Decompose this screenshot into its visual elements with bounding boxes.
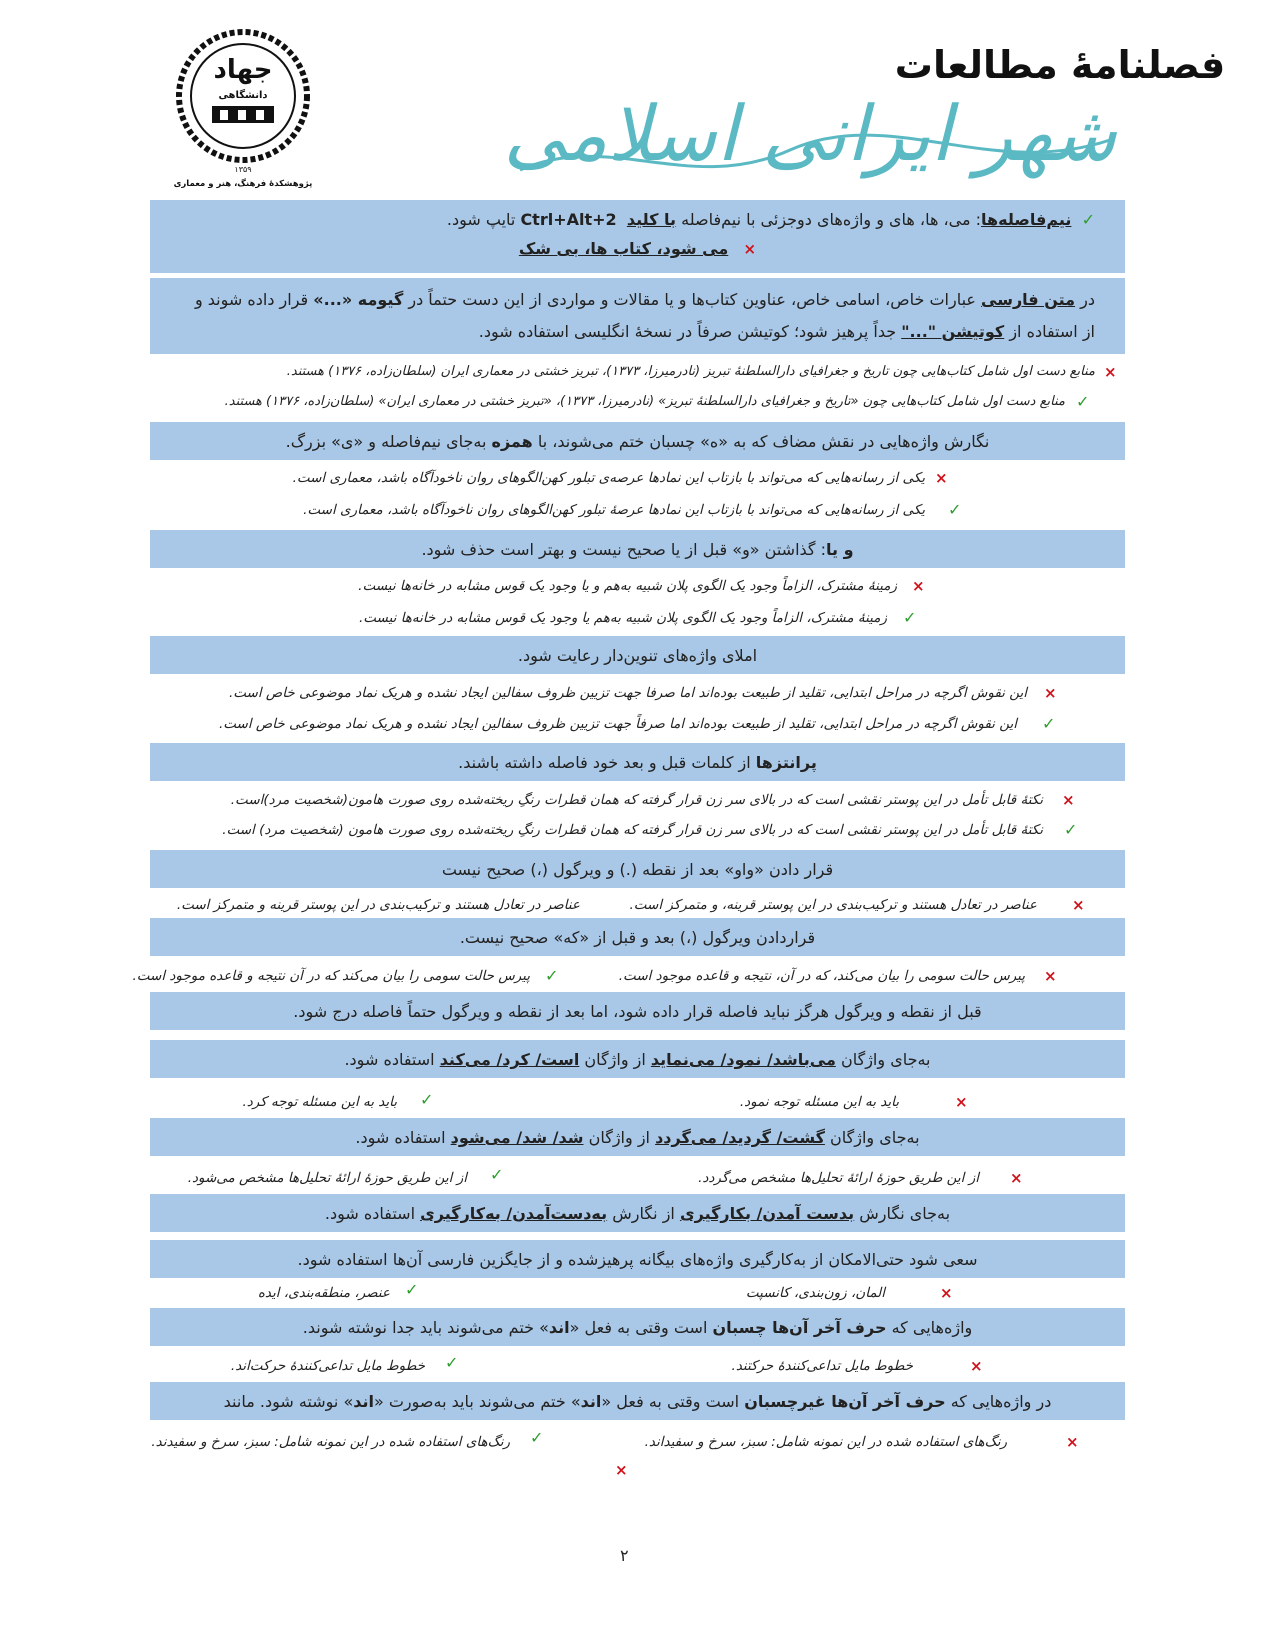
- rule-text: در: [1075, 290, 1095, 309]
- right-example: زمینهٔ مشترک، الزاماً وجود یک الگوی پلان شبیه به‌هم یا وجود یک قوس مشابه در خانه‌ها نیست.: [358, 610, 887, 626]
- right-example: پیرس حالت سومی را بیان می‌کند که در آن نتیجه و قاعده موجود است.: [132, 968, 530, 984]
- page-number: ۲: [620, 1546, 629, 1565]
- cross-icon: ×: [1044, 684, 1057, 702]
- rule-text: از نگارش: [607, 1204, 680, 1223]
- rule-text: جداً پرهیز شود؛ کوتیشن صرفاً در نسخهٔ انگلیسی استفاده شود.: [478, 322, 902, 341]
- rule-text: در واژه‌هایی که: [945, 1392, 1052, 1411]
- rule-text: از واژگان: [583, 1128, 656, 1147]
- rule-text: » ختم می‌شوند باید به‌صورت «: [373, 1392, 581, 1411]
- rule-term: اند: [353, 1392, 374, 1411]
- check-icon: ✓: [1076, 392, 1090, 411]
- right-example: یکی از رسانه‌هایی که می‌تواند با بازتاب این نمادها عرصهٔ تبلور کهن‌الگوهای روان ناخودآگاه باشد، معماری است.: [303, 502, 925, 518]
- rule-text: استفاده شود.: [355, 1128, 451, 1147]
- rule-term: گیومه «...»: [313, 290, 404, 309]
- masthead-line1: فصلنامهٔ مطالعات: [894, 43, 1226, 87]
- wrong-example: زمینهٔ مشترک، الزاماً وجود یک الگوی پلان شبیه به‌هم و یا وجود یک قوس مشابه در خانه‌ها نیست.: [358, 578, 897, 594]
- rule-text: به‌جای واژگان: [835, 1050, 931, 1069]
- rule-text: قرار داده شوند و از استفاده از: [194, 290, 1095, 341]
- rule-text: استفاده شود.: [344, 1050, 440, 1069]
- cross-icon: ×: [1066, 1433, 1079, 1451]
- rule-text: نگارش واژه‌هایی در نقش مضاف که به «ه» چسبان ختم می‌شوند، با: [532, 432, 990, 451]
- rule-text: املای واژه‌های تنوین‌دار رعایت شود.: [517, 646, 758, 665]
- wrong-example: منابع دست اول شامل کتاب‌هایی چون تاریخ و جغرافیای دارالسلطنهٔ تبریز (نادرمیرزا، ۱۳۷۳)، تبریز خشتی در معماری ایران (سلطان‌زاده، ۱۳۷۶) هستند.: [286, 364, 1095, 379]
- rule-key-label: با کلید: [626, 210, 677, 229]
- check-icon: ✓: [530, 1428, 544, 1447]
- check-icon: ✓: [948, 500, 962, 519]
- rule-text: به‌جای نگارش: [854, 1204, 951, 1223]
- rule-text: » ختم می‌شوند باید جدا نوشته شوند.: [302, 1318, 549, 1337]
- cross-icon: ×: [615, 1461, 628, 1479]
- rule-term: اند: [580, 1392, 602, 1411]
- rule-term: حرف آخر آن‌ها چسبان: [712, 1318, 887, 1337]
- rule-text: : می، ها، های و واژه‌های دوجزئی با نیم‌فاصله: [676, 210, 982, 229]
- rule-comma-ke: [150, 918, 1125, 956]
- rule-term: و یا: [826, 540, 854, 559]
- rule-text: قبل از نقطه و ویرگول هرگز نباید فاصله قرار داده شود، اما بعد از نقطه و ویرگول حتماً فاصله درج شود.: [293, 1002, 982, 1021]
- masthead-line2: شهر ایرانی اسلامی: [503, 89, 1117, 178]
- rule-guillemets: [150, 278, 1125, 354]
- rule-term: گشت/ گردید/ می‌گردد: [655, 1128, 825, 1147]
- check-icon: ✓: [903, 608, 917, 627]
- rule-key: Ctrl+Alt+2: [520, 210, 617, 229]
- wrong-example: از این طریق حوزهٔ ارائهٔ تحلیل‌ها مشخص می‌گردد.: [698, 1170, 979, 1186]
- check-icon: ✓: [490, 1165, 504, 1184]
- wrong-example: می شود، کتاب ها، بی شک: [518, 239, 729, 258]
- jihad-daneshgahi-logo: [172, 28, 314, 190]
- cross-icon: ×: [970, 1357, 983, 1375]
- check-icon: ✓: [405, 1280, 419, 1299]
- rule-text: به‌جای واژگان: [824, 1128, 920, 1147]
- rule-tanvin: [150, 636, 1125, 674]
- rule-text: قرار دادن «واو» بعد از نقطه (.) و ویرگول (،) صحیح نیست: [441, 860, 834, 879]
- wrong-example: عناصر در تعادل هستند و ترکیب‌بندی در این پوستر قرینه، و متمرکز است.: [629, 897, 1037, 913]
- logo-year: ۱۳۵۹: [234, 165, 252, 174]
- rule-term: شد/ شد/ می‌شود: [450, 1128, 584, 1147]
- rule-text: » نوشته شود. مانند: [223, 1392, 354, 1411]
- rule-term: پرانتزها: [755, 753, 817, 772]
- cross-icon: ×: [743, 240, 757, 258]
- wrong-example: نکتهٔ قابل تأمل در این پوستر نقشی است که در بالای سر زن قرار گرفته که همان قطرات رنگِ ریخته‌شده روی صورت هامون(شخصیت مرد)است.: [230, 792, 1043, 808]
- rule-kard: [150, 1040, 1125, 1078]
- wrong-example: المان، زون‌بندی، کانسپت: [745, 1285, 885, 1301]
- right-example: باید به این مسئله توجه کرد.: [242, 1094, 397, 1110]
- rule-and-nonattached: [150, 1382, 1125, 1420]
- rule-bedast-amadan: [150, 1194, 1125, 1232]
- cross-icon: ×: [955, 1093, 968, 1111]
- rule-text: از کلمات قبل و بعد خود فاصله داشته باشند.: [458, 753, 756, 772]
- rule-term: بدست آمدن/ بکارگیری: [679, 1204, 855, 1223]
- rule-text: از واژگان: [579, 1050, 651, 1069]
- rule-text: قراردادن ویرگول (،) بعد و قبل از «که» صحیح نیست.: [459, 928, 816, 947]
- rule-text: است وقتی به فعل «: [569, 1318, 713, 1337]
- cross-icon: ×: [1062, 791, 1075, 809]
- cross-icon: ×: [940, 1284, 953, 1302]
- rule-term: اند: [548, 1318, 570, 1337]
- check-icon: ✓: [1064, 820, 1078, 839]
- right-example: خطوط مایل تداعی‌کنندهٔ حرکت‌اند.: [230, 1358, 425, 1374]
- cross-icon: ×: [1104, 363, 1117, 381]
- rule-and-attached: [150, 1308, 1125, 1346]
- cross-icon: ×: [1010, 1169, 1023, 1187]
- cross-icon: ×: [935, 469, 948, 487]
- rule-text: عبارات خاص، اسامی خاص، عناوین کتاب‌ها و یا مقالات و مواردی از این دست حتماً در: [403, 290, 982, 309]
- cross-icon: ×: [912, 577, 925, 595]
- cross-icon: ×: [1072, 896, 1085, 914]
- logo-institute: پژوهشکدهٔ فرهنگ، هنر و معماری: [173, 179, 313, 189]
- check-icon: ✓: [445, 1353, 459, 1372]
- rule-foreign-words: [150, 1240, 1125, 1278]
- right-example: رنگ‌های استفاده شده در این نمونه شامل: سبز، سرخ و سفیدند.: [151, 1434, 510, 1450]
- cross-icon: ×: [1044, 967, 1057, 985]
- check-icon: ✓: [545, 966, 559, 985]
- rule-vav-after-punct: [150, 850, 1125, 888]
- rule-va-ya: [150, 530, 1125, 568]
- rule-term: به‌دست‌آمدن/ به‌کارگیری: [420, 1204, 608, 1223]
- right-example: عنصر، منطقه‌بندی، ایده: [257, 1285, 390, 1301]
- wrong-example: این نقوش اگرچه در مراحل ابتدایی، تقلید از طبیعت بوده‌اند اما صرفا جهت تزیین ظروف سفالین ایجاد نشده و هریک نماد موضوعی خاص است.: [228, 685, 1027, 701]
- rule-text: به‌جای نیم‌فاصله و «ی» بزرگ.: [285, 432, 492, 451]
- rule-text: واژه‌هایی که: [886, 1318, 973, 1337]
- rule-term: متن فارسی: [981, 290, 1076, 309]
- rule-text: استفاده شود.: [324, 1204, 421, 1223]
- logo-sub: دانشگاهی: [218, 90, 268, 101]
- logo-name: جهاد: [213, 55, 273, 85]
- rule-term: همزه: [491, 432, 533, 451]
- wrong-example: رنگ‌های استفاده شده در این نمونه شامل: سبز، سرخ و سفیداند.: [644, 1434, 1007, 1450]
- rule-text: : گذاشتن «و» قبل از یا صحیح نیست و بهتر است حذف شود.: [421, 540, 827, 559]
- rule-text-end: تایپ شود.: [446, 210, 521, 229]
- rule-text: است وقتی به فعل «: [601, 1392, 745, 1411]
- check-icon: ✓: [1042, 714, 1056, 733]
- check-icon: ✓: [1081, 210, 1095, 229]
- rule-term: حرف آخر آن‌ها غیرچسبان: [744, 1392, 946, 1411]
- wrong-example: خطوط مایل تداعی‌کنندهٔ حرکتند.: [731, 1358, 913, 1374]
- rule-parentheses: [150, 743, 1125, 781]
- rule-shod: [150, 1118, 1125, 1156]
- rule-term: می‌باشد/ نمود/ می‌نماید: [650, 1050, 836, 1069]
- rule-term: است/ کرد/ می‌کند: [439, 1050, 580, 1069]
- rule-term: کوتیشن "...": [901, 322, 1005, 341]
- wrong-example: پیرس حالت سومی را بیان می‌کند، که در آن، نتیجه و قاعده موجود است.: [618, 968, 1025, 984]
- rule-space-before-punct: [150, 992, 1125, 1030]
- wrong-example: یکی از رسانه‌هایی که می‌تواند با بازتاب این نمادها عرصه‌ی تبلور کهن‌الگوهای روان ناخودآگاه باشد، معماری است.: [292, 470, 925, 486]
- journal-masthead: [490, 20, 1226, 205]
- right-example: عناصر در تعادل هستند و ترکیب‌بندی در این پوستر قرینه و متمرکز است.: [176, 897, 580, 913]
- right-example: این نقوش اگرچه در مراحل ابتدایی، تقلید از طبیعت بوده‌اند اما صرفاً جهت تزیین ظروف سفالین ایجاد نشده و هریک نماد موضوعی خاص است.: [218, 716, 1017, 732]
- right-example: از این طریق حوزهٔ ارائهٔ تحلیل‌ها مشخص می‌شود.: [187, 1170, 467, 1186]
- rule-hamze: [150, 422, 1125, 460]
- check-icon: ✓: [420, 1090, 434, 1109]
- right-example: نکتهٔ قابل تأمل در این پوستر نقشی است که در بالای سر زن قرار گرفته که همان قطرات رنگِ ریخته‌شده روی صورت هامون (شخصیت مرد) است.: [222, 822, 1043, 838]
- wrong-example: باید به این مسئله توجه نمود.: [739, 1094, 899, 1110]
- right-example: منابع دست اول شامل کتاب‌هایی چون «تاریخ و جغرافیای دارالسلطنهٔ تبریز» (نادرمیرزا، ۱۳۷۳)، «تبریز خشتی در معماری ایران» (سلطان‌زاده، ۱۳۷۶) هستند.: [224, 394, 1065, 409]
- rule-text: سعی شود حتی‌الامکان از به‌کارگیری واژه‌های بیگانه پرهیزشده و از جایگزین فارسی آن‌ها استفاده شود.: [297, 1250, 978, 1269]
- rule-zwnj: [150, 200, 1125, 273]
- rule-term: نیم‌فاصله‌ها: [981, 210, 1072, 229]
